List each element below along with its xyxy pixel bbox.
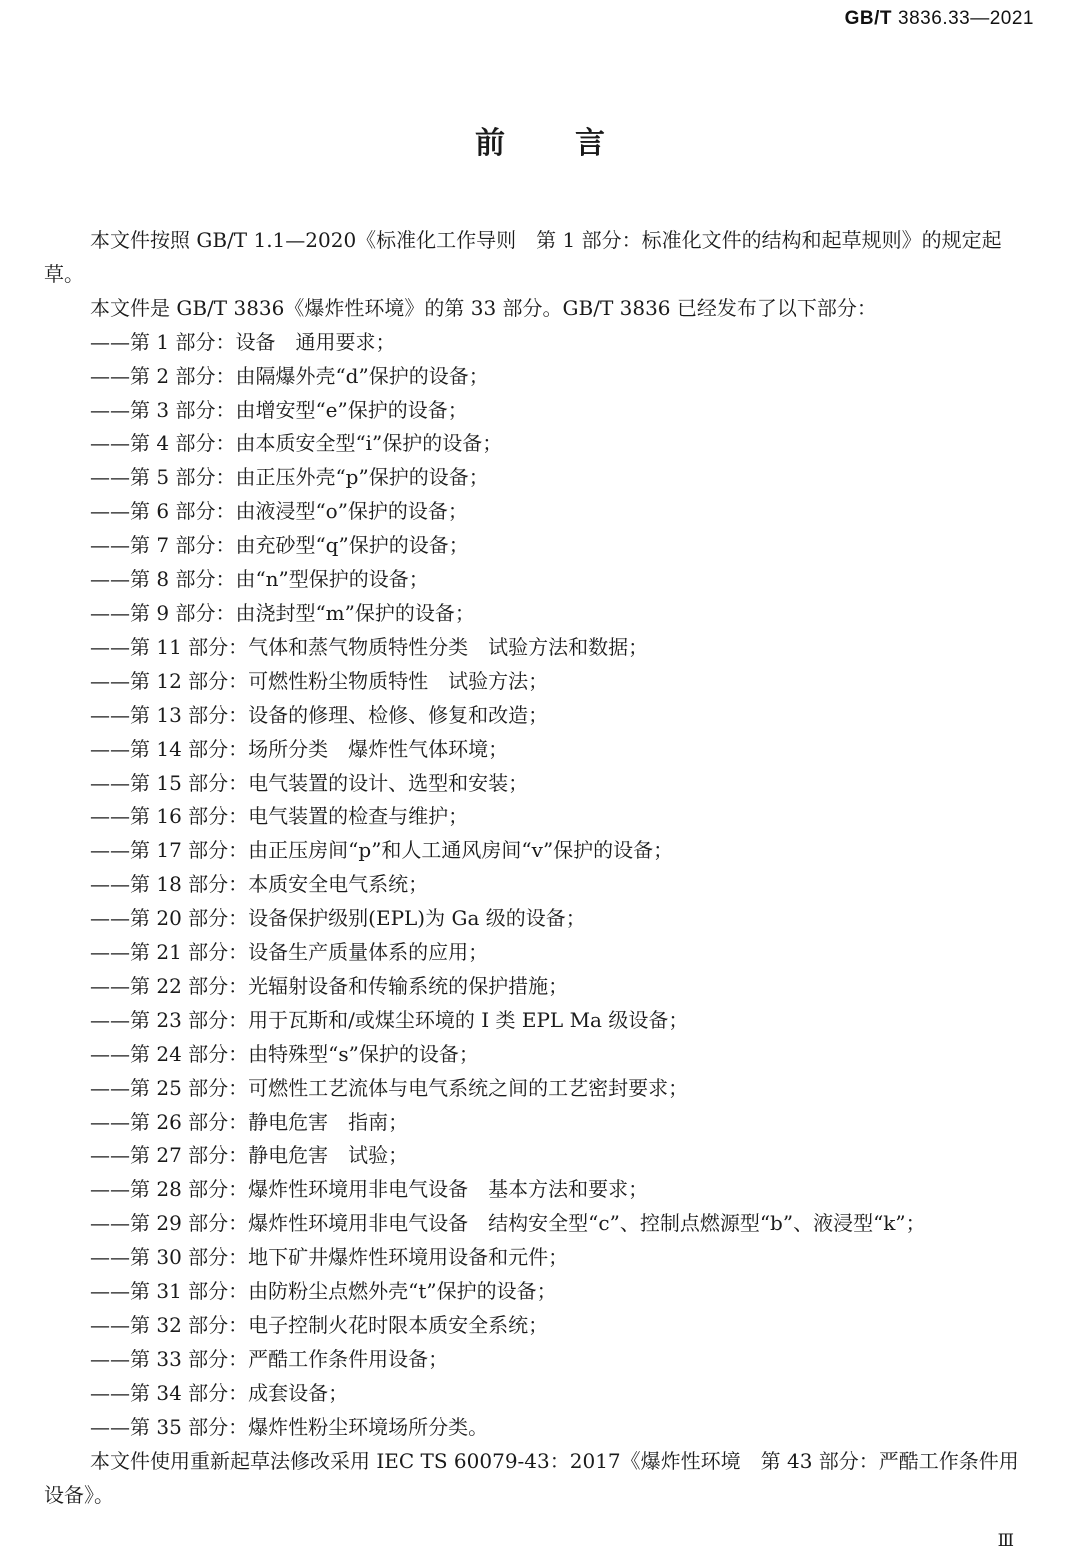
page-title: 前言: [475, 126, 675, 161]
list-item: ——第 4 部分：由本质安全型“i”保护的设备；: [90, 431, 503, 456]
list-item: ——第 7 部分：由充砂型“q”保护的设备；: [90, 533, 469, 558]
list-item: ——第 26 部分：静电危害 指南；: [90, 1109, 409, 1134]
document-body: [44, 224, 1036, 1512]
standard-number: 3836.33—2021: [898, 8, 1034, 29]
list-item: ——第 12 部分：可燃性粉尘物质特性 试验方法；: [90, 668, 549, 693]
list-item: ——第 35 部分：爆炸性粉尘环境场所分类。: [90, 1414, 489, 1439]
list-item: ——第 11 部分：气体和蒸气物质特性分类 试验方法和数据；: [90, 634, 649, 659]
list-item: ——第 17 部分：由正压房间“p”和人工通风房间“v”保护的设备；: [90, 838, 674, 863]
list-item: ——第 30 部分：地下矿井爆炸性环境用设备和元件；: [90, 1245, 569, 1270]
list-item: ——第 24 部分：由特殊型“s”保护的设备；: [90, 1041, 479, 1066]
list-item: ——第 6 部分：由液浸型“o”保护的设备；: [90, 499, 468, 524]
page-number: Ⅲ: [997, 1531, 1014, 1551]
list-item: ——第 22 部分：光辐射设备和传输系统的保护措施；: [90, 973, 569, 998]
closing-paragraph: 本文件使用重新起草法修改采用 IEC TS 60079-43：2017《爆炸性环境 第 43 部分：严酷工作条件用设备》。: [44, 1448, 1019, 1507]
list-item: ——第 15 部分：电气装置的设计、选型和安装；: [90, 770, 529, 795]
list-item: ——第 20 部分：设备保护级别(EPL)为 Ga 级的设备；: [90, 906, 586, 931]
intro-paragraph-2: 本文件是 GB/T 3836《爆炸性环境》的第 33 部分。GB/T 3836 已经发布了以下部分：: [90, 295, 877, 320]
list-item: ——第 29 部分：爆炸性环境用非电气设备 结构安全型“c”、控制点燃源型“b”、液浸型“k”；: [90, 1211, 926, 1236]
list-item: ——第 2 部分：由隔爆外壳“d”保护的设备；: [90, 363, 489, 388]
list-item: ——第 31 部分：由防粉尘点燃外壳“t”保护的设备；: [90, 1279, 557, 1304]
list-item: ——第 21 部分：设备生产质量体系的应用；: [90, 940, 489, 965]
list-item: ——第 1 部分：设备 通用要求；: [90, 329, 396, 354]
list-item: ——第 28 部分：爆炸性环境用非电气设备 基本方法和要求；: [90, 1177, 649, 1202]
list-item: ——第 18 部分：本质安全电气系统；: [90, 872, 429, 897]
standard-prefix: GB/T: [844, 8, 893, 29]
list-item: ——第 32 部分：电子控制火花时限本质安全系统；: [90, 1313, 549, 1337]
list-item: ——第 27 部分：静电危害 试验；: [90, 1143, 409, 1168]
list-item: ——第 9 部分：由浇封型“m”保护的设备；: [90, 600, 475, 625]
list-item: ——第 13 部分：设备的修理、检修、修复和改造；: [90, 702, 549, 727]
standard-code: [845, 8, 1034, 30]
intro-paragraph-1: 本文件按照 GB/T 1.1—2020《标准化工作导则 第 1 部分：标准化文件的结构和起草规则》的规定起草。: [44, 228, 1002, 286]
parts-list: [44, 326, 1036, 1445]
list-item: ——第 3 部分：由增安型“e”保护的设备；: [90, 397, 468, 422]
list-item: ——第 8 部分：由“n”型保护的设备；: [90, 567, 429, 592]
list-item: ——第 23 部分：用于瓦斯和/或煤尘环境的 I 类 EPL Ma 级设备；: [90, 1007, 689, 1032]
list-item: ——第 14 部分：场所分类 爆炸性气体环境；: [90, 736, 509, 761]
list-item: ——第 16 部分：电气装置的检查与维护；: [90, 804, 469, 829]
list-item: ——第 34 部分：成套设备；: [90, 1380, 349, 1405]
list-item: ——第 5 部分：由正压外壳“p”保护的设备；: [90, 465, 489, 490]
list-item: ——第 25 部分：可燃性工艺流体与电气系统之间的工艺密封要求；: [90, 1075, 689, 1100]
list-item: ——第 33 部分：严酷工作条件用设备；: [90, 1346, 449, 1371]
